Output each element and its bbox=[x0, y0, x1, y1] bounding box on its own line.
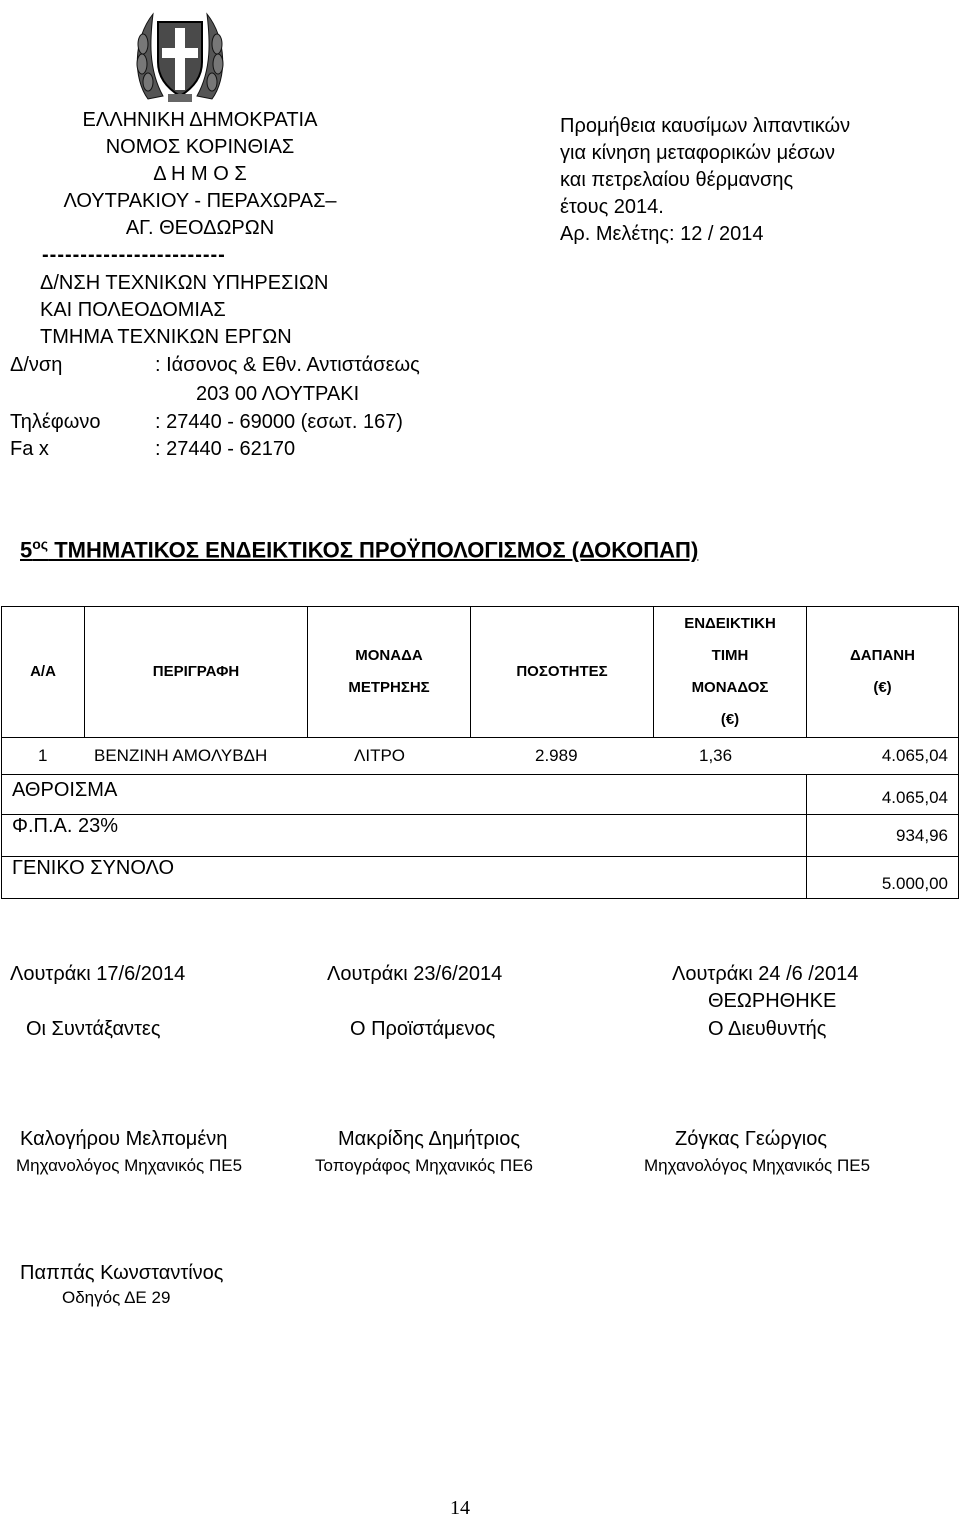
total-label: ΓΕΝΙΚΟ ΣΥΝΟΛΟ bbox=[2, 857, 807, 899]
title-number: 5 bbox=[20, 537, 33, 563]
approved-label: ΘΕΩΡΗΘΗΚΕ bbox=[708, 990, 837, 1012]
project-line: έτους 2014. bbox=[560, 196, 664, 218]
date-2: Λουτράκι 23/6/2014 bbox=[327, 963, 503, 985]
phone-label: Τηλέφωνο bbox=[10, 411, 101, 433]
signer-name-1: Καλογήρου Μελπομένη bbox=[20, 1128, 228, 1150]
fax-label: Fa x bbox=[10, 438, 49, 460]
header-line: Δ Η Μ Ο Σ bbox=[153, 163, 247, 185]
vat-value: 934,96 bbox=[807, 815, 959, 857]
date-1: Λουτράκι 17/6/2014 bbox=[10, 963, 186, 985]
postal-code: 203 00 ΛΟΥΤΡΑΚΙ bbox=[196, 383, 360, 405]
header-price-line: ΕΝΔΕΙΚΤΙΚΗ bbox=[684, 615, 776, 632]
row-quantity: 2.989 bbox=[535, 746, 578, 765]
header-line: ΛΟΥΤΡΑΚΙΟΥ - ΠΕΡΑΧΩΡΑΣ– bbox=[63, 190, 337, 212]
signer-title-3: Μηχανολόγος Μηχανικός ΠΕ5 bbox=[644, 1156, 871, 1175]
row-unit: ΛΙΤΡΟ bbox=[354, 746, 406, 765]
project-line: και πετρελαίου θέρμανσης bbox=[560, 169, 794, 191]
header-cost bbox=[807, 607, 959, 738]
project-description bbox=[560, 113, 910, 248]
address-value: : Ιάσονος & Εθν. Αντιστάσεως bbox=[155, 354, 420, 376]
signer-name-4: Παππάς Κωνσταντίνος bbox=[20, 1262, 224, 1284]
header-price-line: (€) bbox=[720, 711, 740, 728]
fax-value: : 27440 - 62170 bbox=[155, 438, 296, 460]
header-unit-line: ΜΕΤΡΗΣΗΣ bbox=[348, 679, 430, 696]
header-line: ΤΜΗΜΑ ΤΕΧΝΙΚΩΝ ΕΡΓΩΝ bbox=[40, 326, 292, 348]
row-description: ΒΕΝΖΙΝΗ ΑΜΟΛΥΒΔΗ bbox=[94, 746, 268, 765]
page-number: 14 bbox=[450, 1497, 470, 1519]
header-quantities: ΠΟΣΟΤΗΤΕΣ bbox=[471, 607, 654, 738]
role-head: Ο Προϊστάμενος bbox=[350, 1018, 496, 1040]
authority-header bbox=[40, 107, 360, 242]
signer-title-4: Οδηγός ΔΕ 29 bbox=[62, 1288, 171, 1307]
header-price-line: ΤΙΜΗ bbox=[711, 647, 749, 664]
total-row bbox=[2, 857, 959, 899]
role-authors: Οι Συντάξαντες bbox=[26, 1018, 161, 1040]
project-line: για κίνηση μεταφορικών μέσων bbox=[560, 142, 836, 164]
vat-label: Φ.Π.Α. 23% bbox=[2, 815, 807, 857]
vat-row bbox=[2, 815, 959, 857]
row-aa: 1 bbox=[38, 746, 48, 765]
header-unit bbox=[308, 607, 471, 738]
study-number: Αρ. Μελέτης: 12 / 2014 bbox=[560, 223, 764, 245]
address-label: Δ/νση bbox=[10, 354, 63, 376]
sum-label: ΑΘΡΟΙΣΜΑ bbox=[2, 775, 807, 815]
header-line: ΝΟΜΟΣ ΚΟΡΙΝΘΙΑΣ bbox=[105, 136, 295, 158]
signer-name-3: Ζόγκας Γεώργιος bbox=[675, 1128, 827, 1150]
role-director: Ο Διευθυντής bbox=[708, 1018, 827, 1040]
budget-table bbox=[1, 606, 959, 899]
header-aa: Α/Α bbox=[2, 607, 85, 738]
greek-coat-of-arms-emblem bbox=[128, 4, 232, 108]
header-line: Δ/ΝΣΗ ΤΕΧΝΙΚΩΝ ΥΠΗΡΕΣΙΩΝ bbox=[40, 272, 329, 294]
project-line: Προμήθεια καυσίμων λιπαντικών bbox=[560, 115, 851, 137]
header-cost-line: ΔΑΠΑΝΗ bbox=[850, 647, 915, 664]
signer-title-2: Τοπογράφος Μηχανικός ΠΕ6 bbox=[315, 1156, 533, 1175]
date-3: Λουτράκι 24 /6 /2014 bbox=[672, 963, 859, 985]
row-price: 1,36 bbox=[699, 746, 733, 765]
title-text: ΤΜΗΜΑΤΙΚΟΣ ΕΝΔΕΙΚΤΙΚΟΣ ΠΡΟΫΠΟΛΟΓΙΣΜΟΣ (ΔΟΚΟΠΑΠ) bbox=[48, 537, 699, 563]
sum-row bbox=[2, 775, 959, 815]
header-cost-line: (€) bbox=[873, 679, 892, 696]
row-cost: 4.065,04 bbox=[881, 746, 948, 765]
page-title bbox=[20, 536, 698, 563]
signer-title-1: Μηχανολόγος Μηχανικός ΠΕ5 bbox=[16, 1156, 243, 1175]
header-separator: ------------------------ bbox=[42, 244, 226, 266]
phone-value: : 27440 - 69000 (εσωτ. 167) bbox=[155, 411, 403, 433]
title-superscript: ος bbox=[32, 536, 49, 552]
table-header-row bbox=[2, 607, 959, 738]
header-line: ΕΛΛΗΝΙΚΗ ΔΗΜΟΚΡΑΤΙΑ bbox=[82, 109, 318, 131]
header-unit-line: ΜΟΝΑΔΑ bbox=[355, 647, 423, 664]
header-unit-price bbox=[654, 607, 807, 738]
header-description: ΠΕΡΙΓΡΑΦΗ bbox=[85, 607, 308, 738]
header-price-line: ΜΟΝΑΔΟΣ bbox=[691, 679, 769, 696]
table-row bbox=[2, 738, 959, 775]
header-line: ΚΑΙ ΠΟΛΕΟΔΟΜΙΑΣ bbox=[40, 299, 226, 321]
signer-name-2: Μακρίδης Δημήτριος bbox=[338, 1128, 521, 1150]
sum-value: 4.065,04 bbox=[807, 775, 959, 815]
header-line: ΑΓ. ΘΕΟΔΩΡΩΝ bbox=[125, 217, 275, 239]
total-value: 5.000,00 bbox=[807, 857, 959, 899]
